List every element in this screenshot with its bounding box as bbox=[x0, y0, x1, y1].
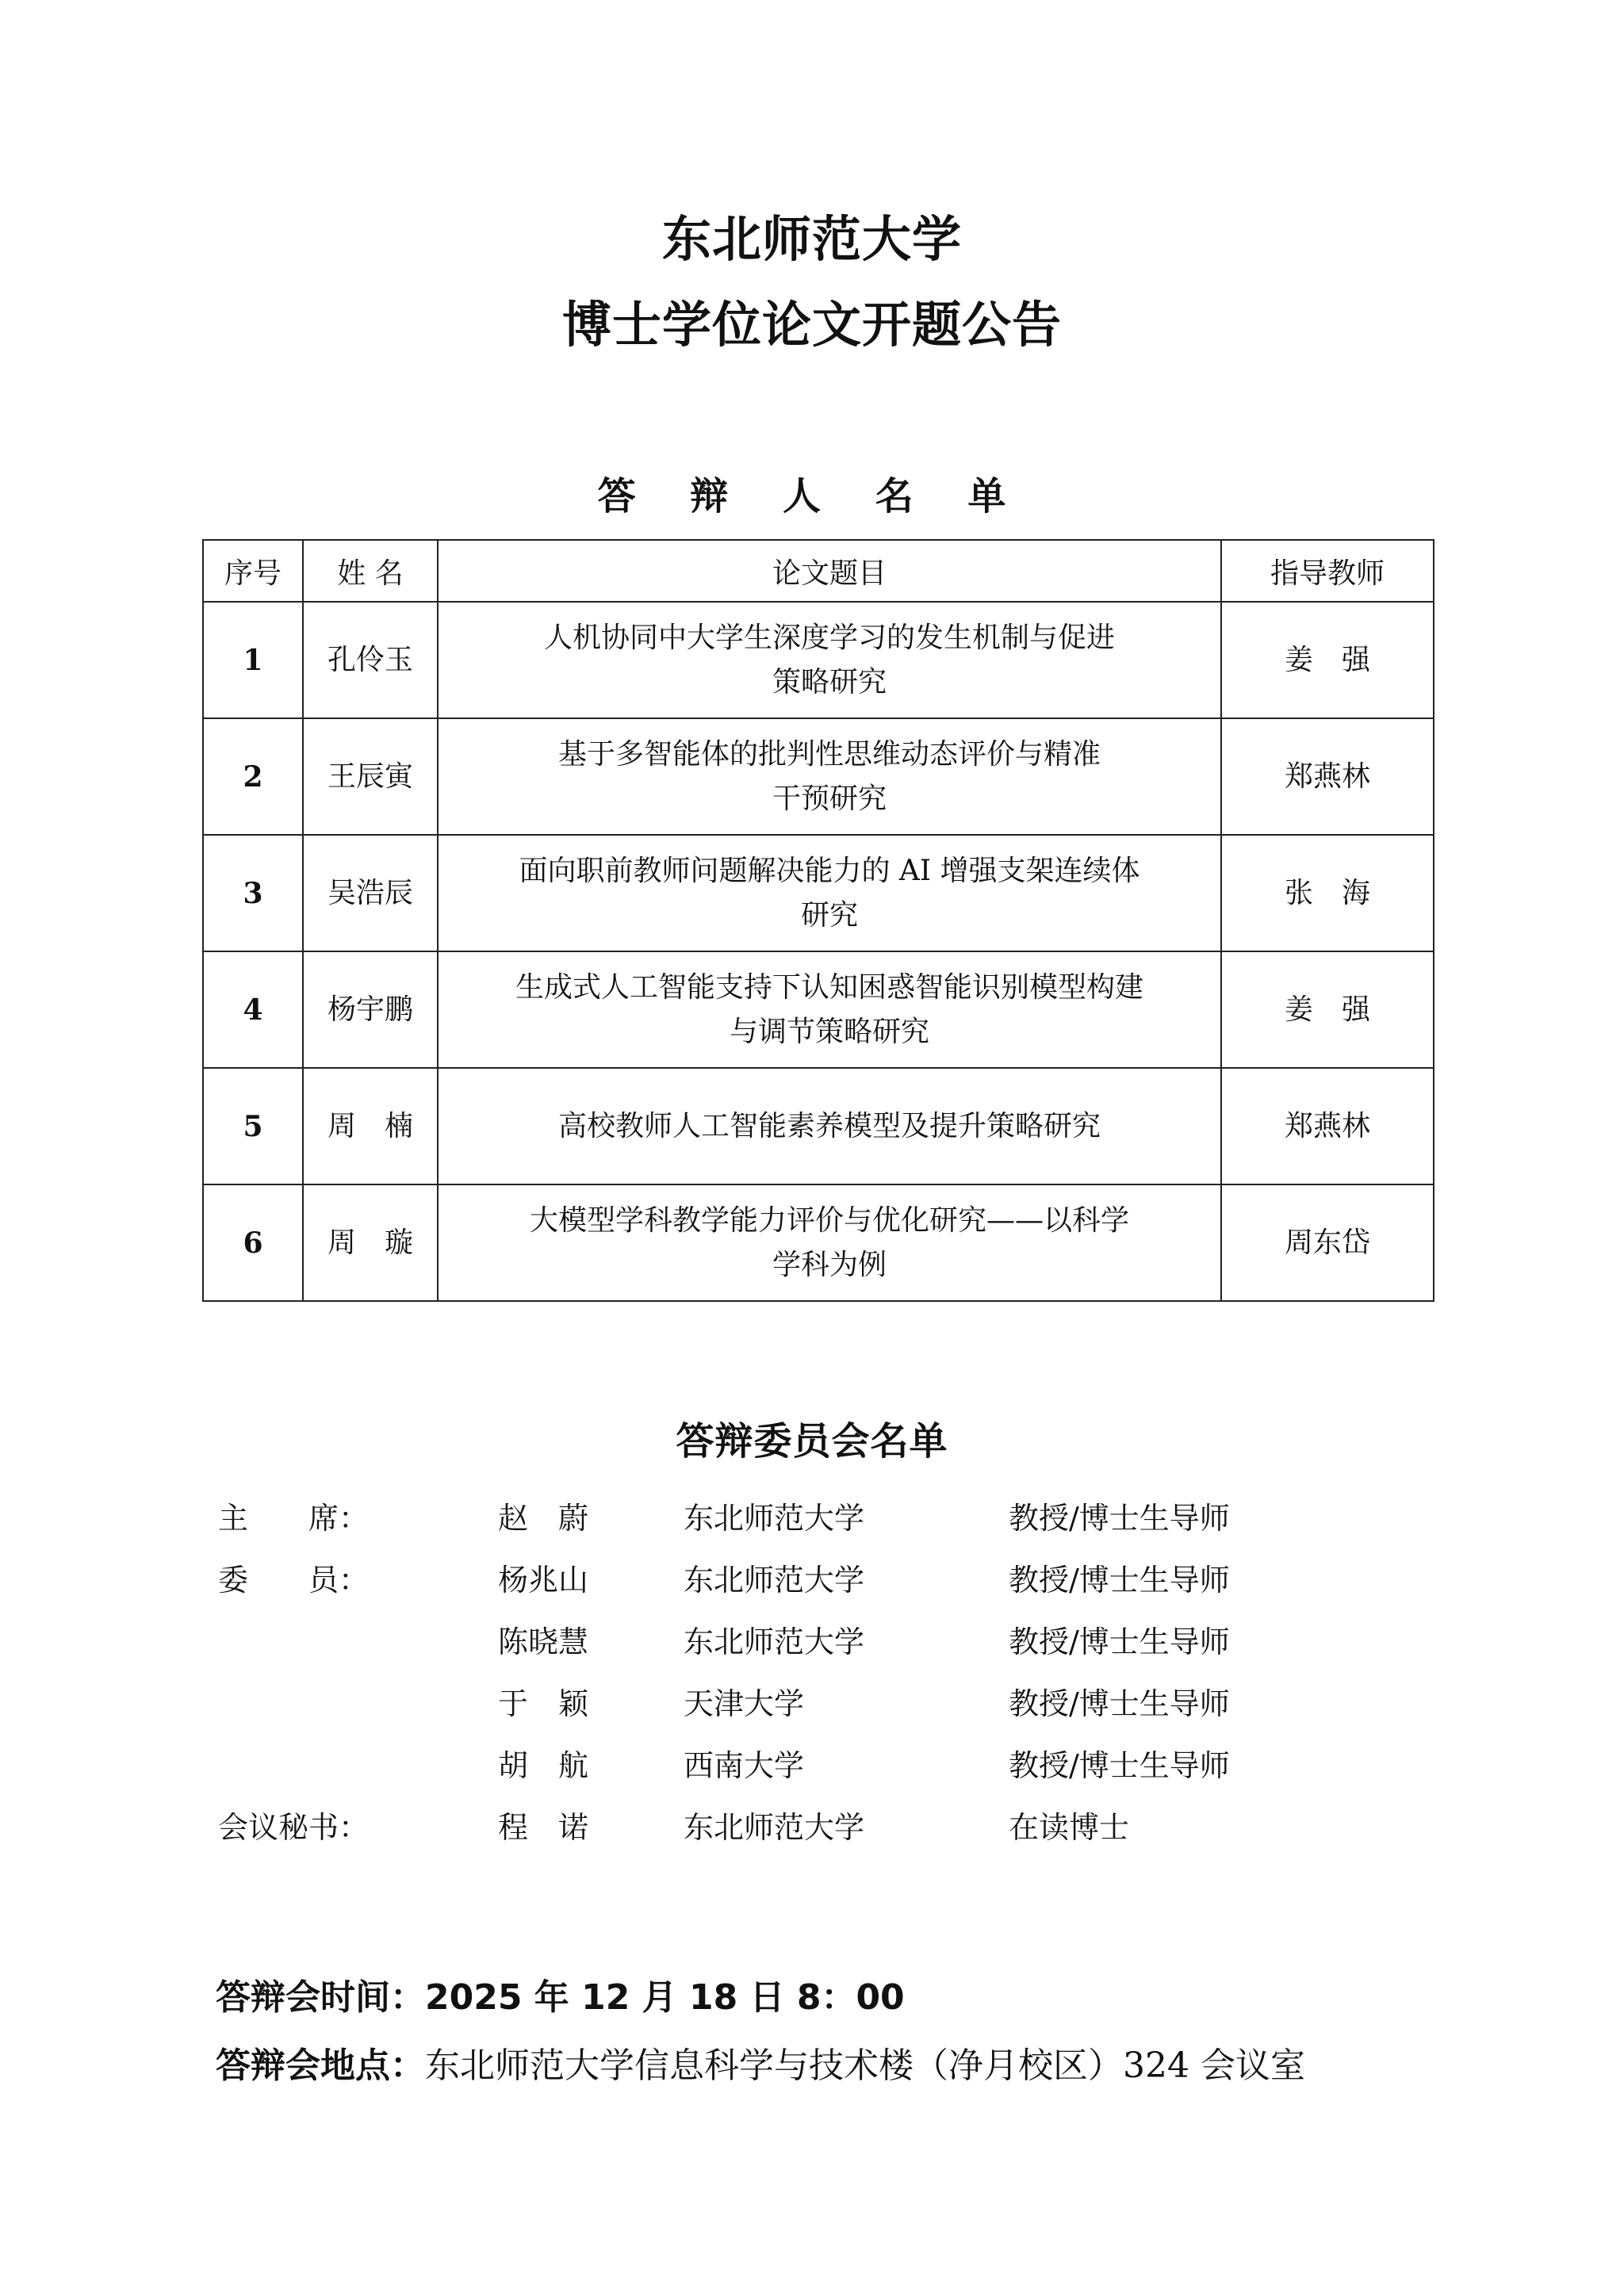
university-title: 东北师范大学 bbox=[661, 210, 962, 268]
member-title: 教授/博士生导师 bbox=[1009, 1686, 1230, 1721]
meeting-place bbox=[216, 2034, 1305, 2098]
row-thesis-title bbox=[438, 718, 1221, 835]
column-header-seq: 序号 bbox=[203, 540, 303, 602]
row-seq: 6 bbox=[203, 1184, 303, 1301]
committee-member-row bbox=[0, 1797, 1624, 1858]
thesis-title-line: 与调节策略研究 bbox=[729, 1015, 929, 1048]
member-title: 教授/博士生导师 bbox=[1009, 1748, 1230, 1783]
announcement-title: 博士学位论文开题公告 bbox=[561, 296, 1062, 354]
member-name: 杨兆山 bbox=[498, 1563, 589, 1598]
row-name: 孔伶玉 bbox=[303, 602, 438, 718]
row-name: 杨宇鹏 bbox=[303, 951, 438, 1068]
row-name: 周 璇 bbox=[303, 1184, 438, 1301]
meeting-place-value: 东北师范大学信息科学与技术楼（净月校区）324 会议室 bbox=[425, 2045, 1305, 2086]
committee-member-row bbox=[0, 1487, 1624, 1549]
table-row bbox=[203, 1184, 1434, 1301]
thesis-title-line: 高校教师人工智能素养模型及提升策略研究 bbox=[557, 1109, 1101, 1142]
member-name: 程 诺 bbox=[498, 1810, 589, 1845]
member-role: 委 员： bbox=[218, 1563, 370, 1598]
row-thesis-title bbox=[438, 602, 1221, 718]
member-title: 教授/博士生导师 bbox=[1009, 1624, 1230, 1659]
meeting-time bbox=[216, 1966, 905, 2030]
member-role: 会议秘书： bbox=[218, 1810, 370, 1845]
member-name: 于 颖 bbox=[498, 1686, 589, 1721]
member-institution: 东北师范大学 bbox=[684, 1810, 865, 1845]
table-row bbox=[203, 951, 1434, 1068]
committee-member-row bbox=[0, 1611, 1624, 1673]
candidate-table bbox=[202, 539, 1434, 1302]
committee-heading: 答辩委员会名单 bbox=[676, 1419, 948, 1464]
member-institution: 东北师范大学 bbox=[684, 1563, 865, 1598]
member-name: 胡 航 bbox=[498, 1748, 589, 1783]
row-thesis-title bbox=[438, 951, 1221, 1068]
row-seq: 3 bbox=[203, 835, 303, 951]
row-thesis-title bbox=[438, 1068, 1221, 1184]
row-advisor: 郑燕林 bbox=[1221, 718, 1434, 835]
row-advisor: 周东岱 bbox=[1221, 1184, 1434, 1301]
member-title: 在读博士 bbox=[1009, 1810, 1130, 1845]
row-seq: 2 bbox=[203, 718, 303, 835]
row-advisor: 张 海 bbox=[1221, 835, 1434, 951]
committee-member-row bbox=[0, 1735, 1624, 1797]
meeting-time-label: 答辩会时间： bbox=[216, 1977, 425, 2018]
committee-member-row bbox=[0, 1549, 1624, 1611]
member-name: 赵 蔚 bbox=[498, 1501, 589, 1536]
row-name: 吴浩辰 bbox=[303, 835, 438, 951]
column-header-thesis-title: 论文题目 bbox=[438, 540, 1221, 602]
thesis-title-line: 学科为例 bbox=[772, 1248, 887, 1281]
member-institution: 东北师范大学 bbox=[684, 1501, 865, 1536]
thesis-title-line: 面向职前教师问题解决能力的 AI 增强支架连续体 bbox=[519, 854, 1140, 887]
meeting-time-value: 2025 年 12 月 18 日 8：00 bbox=[425, 1977, 905, 2018]
thesis-title-line: 人机协同中大学生深度学习的发生机制与促进 bbox=[543, 621, 1115, 654]
table-header-row bbox=[203, 540, 1434, 602]
table-row bbox=[203, 718, 1434, 835]
table-row bbox=[203, 1068, 1434, 1184]
member-institution: 天津大学 bbox=[684, 1686, 805, 1721]
meeting-place-label: 答辩会地点： bbox=[216, 2045, 425, 2086]
table-row bbox=[203, 835, 1434, 951]
thesis-title-line: 大模型学科教学能力评价与优化研究——以科学 bbox=[529, 1203, 1129, 1237]
row-seq: 4 bbox=[203, 951, 303, 1068]
member-institution: 东北师范大学 bbox=[684, 1624, 865, 1659]
row-thesis-title bbox=[438, 835, 1221, 951]
row-thesis-title bbox=[438, 1184, 1221, 1301]
row-advisor: 姜 强 bbox=[1221, 951, 1434, 1068]
member-name: 陈晓慧 bbox=[498, 1624, 589, 1659]
column-header-name: 姓 名 bbox=[303, 540, 438, 602]
row-seq: 5 bbox=[203, 1068, 303, 1184]
table-row bbox=[203, 602, 1434, 718]
row-seq: 1 bbox=[203, 602, 303, 718]
thesis-title-line: 干预研究 bbox=[772, 782, 887, 815]
row-advisor: 姜 强 bbox=[1221, 602, 1434, 718]
candidate-list-heading: 答 辩 人 名 单 bbox=[597, 474, 1027, 519]
member-role: 主 席： bbox=[218, 1501, 370, 1536]
thesis-title-line: 策略研究 bbox=[772, 665, 887, 698]
member-institution: 西南大学 bbox=[684, 1748, 805, 1783]
row-name: 周 楠 bbox=[303, 1068, 438, 1184]
thesis-title-line: 基于多智能体的批判性思维动态评价与精准 bbox=[557, 737, 1101, 771]
thesis-title-line: 生成式人工智能支持下认知困惑智能识别模型构建 bbox=[515, 970, 1143, 1004]
row-advisor: 郑燕林 bbox=[1221, 1068, 1434, 1184]
column-header-advisor: 指导教师 bbox=[1221, 540, 1434, 602]
member-title: 教授/博士生导师 bbox=[1009, 1563, 1230, 1598]
row-name: 王辰寅 bbox=[303, 718, 438, 835]
member-title: 教授/博士生导师 bbox=[1009, 1501, 1230, 1536]
thesis-title-line: 研究 bbox=[800, 898, 858, 932]
committee-member-row bbox=[0, 1673, 1624, 1735]
